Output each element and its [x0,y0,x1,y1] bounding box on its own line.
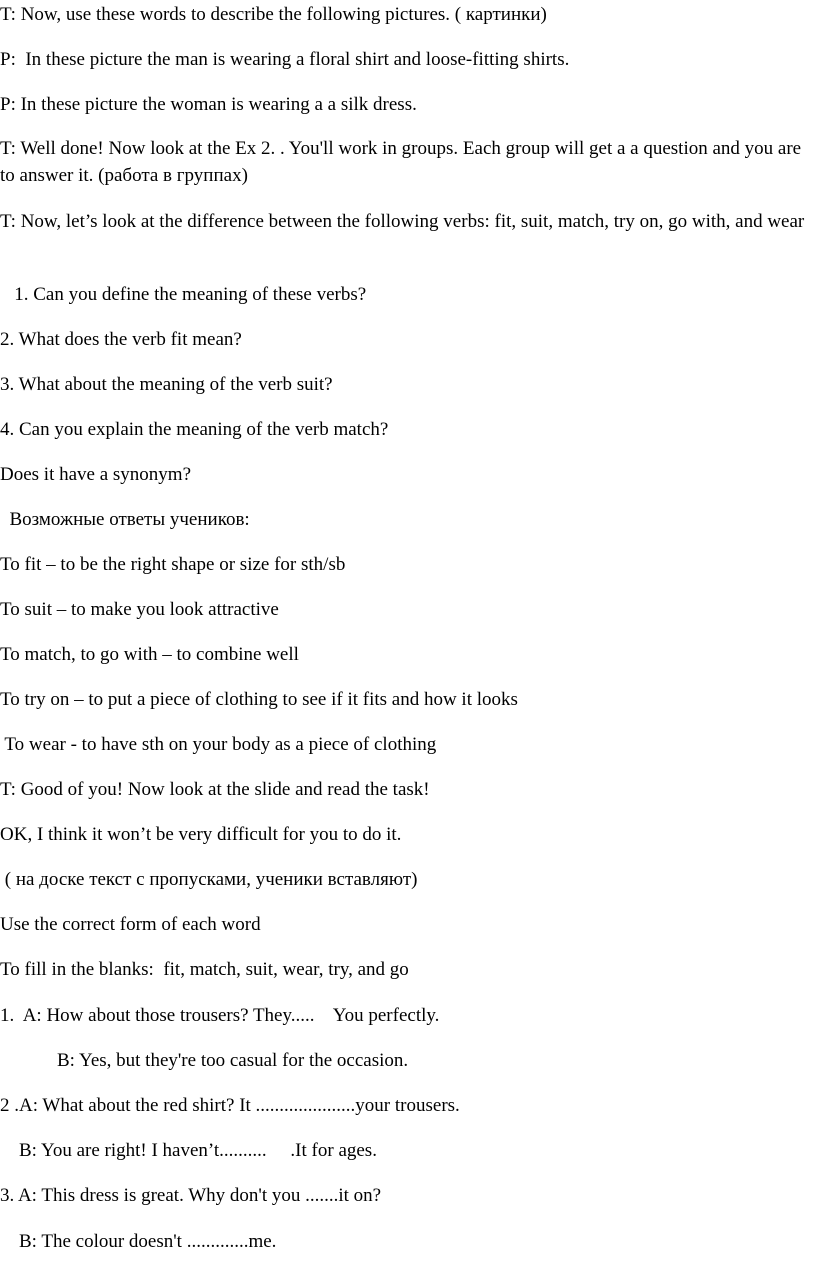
dialogue-line-teacher-verbs: T: Now, let’s look at the difference between the following verbs: fit, suit, match, try on, go with, and wear [0,211,805,232]
dialogue-line-pupil-woman: P: In these picture the woman is wearing a a silk dress. [0,94,417,115]
question-2: 2. What does the verb fit mean? [0,329,242,350]
definition-match: To match, to go with – to combine well [0,644,299,665]
answers-heading: Возможные ответы учеников: [0,509,250,530]
exercise-2-a: 2 .A: What about the red shirt? It .....................your trousers. [0,1095,460,1116]
exercise-3-b: B: The colour doesn't .............me. [0,1231,277,1252]
question-4: 4. Can you explain the meaning of the verb match? [0,419,389,440]
board-note: ( на доске текст с пропусками, ученики вставляют) [0,869,418,890]
dialogue-line-pupil-man: P: In these picture the man is wearing a floral shirt and loose-fitting shirts. [0,49,570,70]
question-synonym: Does it have a synonym? [0,464,192,485]
dialogue-line-teacher-slide: T: Good of you! Now look at the slide and read the task! [0,779,430,800]
definition-fit: To fit – to be the right shape or size for sth/sb [0,554,346,575]
question-1: 1. Can you define the meaning of these verbs? [0,284,367,305]
task-instruction-1: Use the correct form of each word [0,914,261,935]
exercise-3-a: 3. A: This dress is great. Why don't you .......it on? [0,1185,382,1206]
exercise-1-b: B: Yes, but they're too casual for the occasion. [0,1050,409,1071]
question-3: 3. What about the meaning of the verb suit? [0,374,333,395]
dialogue-line-teacher-describe: T: Now, use these words to describe the following pictures. ( картинки) [0,4,547,25]
task-instruction-2: To fill in the blanks: fit, match, suit, wear, try, and go [0,959,409,980]
definition-suit: To suit – to make you look attractive [0,599,279,620]
exercise-1-a: 1. A: How about those trousers? They..... You perfectly. [0,1005,440,1026]
dialogue-line-teacher-groups: T: Well done! Now look at the Ex 2. . You'll work in groups. Each group will get a a question and you are to answer it. (работа в группах) [0,138,802,186]
definition-wear: To wear - to have sth on your body as a piece of clothing [0,734,437,755]
definition-try-on: To try on – to put a piece of clothing to see if it fits and how it looks [0,689,518,710]
dialogue-line-teacher-ok: OK, I think it won’t be very difficult for you to do it. [0,824,402,845]
exercise-2-b: B: You are right! I haven’t.......... .It for ages. [0,1140,377,1161]
